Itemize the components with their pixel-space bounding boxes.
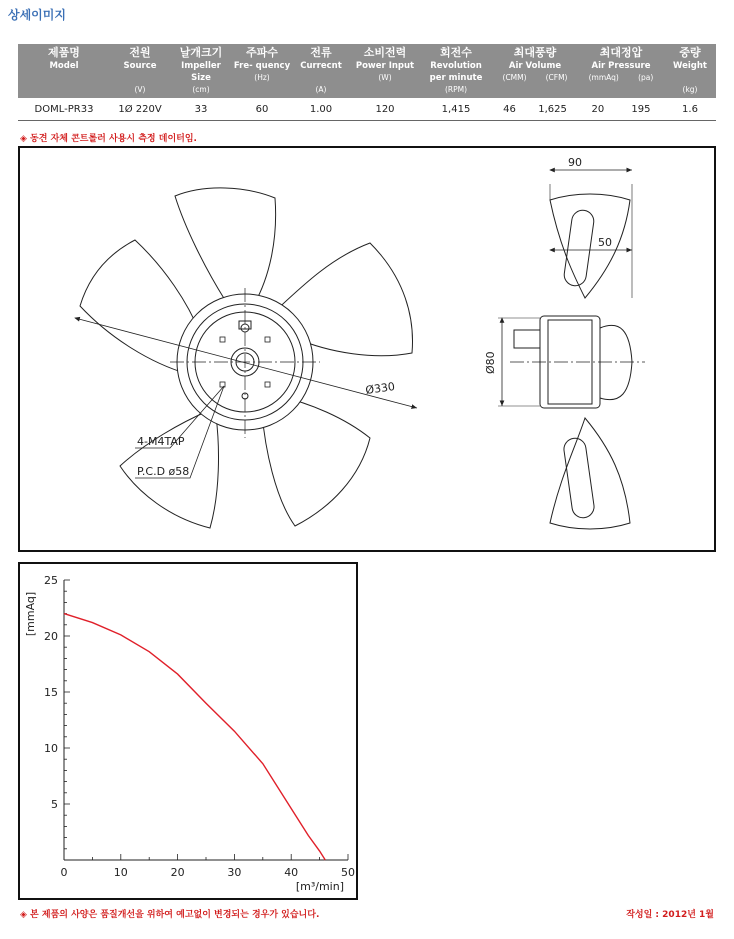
header-source: 전원 Source (V) [110, 44, 170, 98]
y-tick-label: 10 [44, 742, 58, 755]
cell-power: 120 [350, 98, 420, 121]
side-view [498, 170, 645, 529]
pcd-label: P.C.D ø58 [137, 465, 190, 478]
header-air-pressure: 최대정압 Air Pressure (mmAq) (pa) [578, 44, 664, 98]
performance-chart [18, 562, 358, 900]
cell-weight: 1.6 [664, 98, 716, 121]
drawing-svg [20, 148, 714, 550]
x-tick-label: 50 [341, 866, 355, 879]
date-label: 작성일 : 2012년 1월 [626, 910, 714, 920]
chart-svg [20, 564, 356, 898]
header-impeller: 날개크기 Impeller Size (cm) [170, 44, 232, 98]
header-current: 전류 Currecnt (A) [292, 44, 350, 98]
spec-change-note: ◈ 본 제품의 사양은 품질개선을 위하여 예고없이 변경되는 경우가 있습니다. [20, 910, 320, 920]
cell-model: DOML-PR33 [18, 98, 110, 121]
measurement-note: ◈ 동견 자체 콘트롤러 사용시 측정 데이터임. [20, 134, 197, 144]
y-tick-label: 25 [44, 574, 58, 587]
page-title: 상세이미지 [8, 8, 66, 22]
header-weight: 중량 Weight (kg) [664, 44, 716, 98]
tap-label: 4-M4TAP [137, 435, 185, 448]
y-axis-label: [mmAq] [24, 591, 37, 637]
motor-dim-label: Ø80 [484, 351, 497, 374]
x-tick-label: 30 [227, 866, 242, 879]
side-blade-lower [550, 418, 630, 529]
cell-impeller: 33 [170, 98, 232, 121]
y-tick-label: 5 [51, 798, 58, 811]
cell-pressure-mmaq: 20 [591, 104, 605, 115]
blade-dim-label: 50 [598, 236, 612, 249]
cell-frequency: 60 [232, 98, 292, 121]
header-model: 제품명 Model [18, 44, 110, 98]
table-row [18, 98, 716, 121]
header-rpm: 회전수 Revolution per minute (RPM) [420, 44, 492, 98]
fan-blade [175, 188, 276, 308]
cell-source: 1Ø 220V [110, 98, 170, 121]
header-frequency: 주파수 Fre- quency (Hz) [232, 44, 292, 98]
cell-rpm: 1,415 [420, 98, 492, 121]
spec-table [18, 44, 716, 121]
y-tick-label: 20 [44, 630, 58, 643]
series-line [64, 614, 325, 860]
cell-current: 1.00 [292, 98, 350, 121]
cell-air-pressure [578, 98, 664, 121]
x-tick-label: 20 [170, 866, 185, 879]
header-power: 소비전력 Power Input (W) [350, 44, 420, 98]
cell-air-cmm: 46 [503, 104, 516, 115]
cell-air-cfm: 1,625 [538, 104, 567, 115]
front-view [75, 188, 417, 528]
technical-drawing [18, 146, 716, 552]
x-axis-label: [m³/min] [295, 880, 344, 893]
cell-pressure-pa: 195 [631, 104, 651, 115]
diameter-label: Ø330 [364, 379, 396, 397]
spec-header-row [18, 44, 716, 98]
x-tick-label: 10 [113, 866, 128, 879]
x-tick-label: 40 [284, 866, 299, 879]
x-tick-label: 0 [60, 866, 68, 879]
header-air-volume: 최대풍량 Air Volume (CMM) (CFM) [492, 44, 578, 98]
cell-air-volume [492, 98, 578, 121]
depth-label: 90 [568, 156, 582, 169]
y-tick-label: 15 [44, 686, 58, 699]
